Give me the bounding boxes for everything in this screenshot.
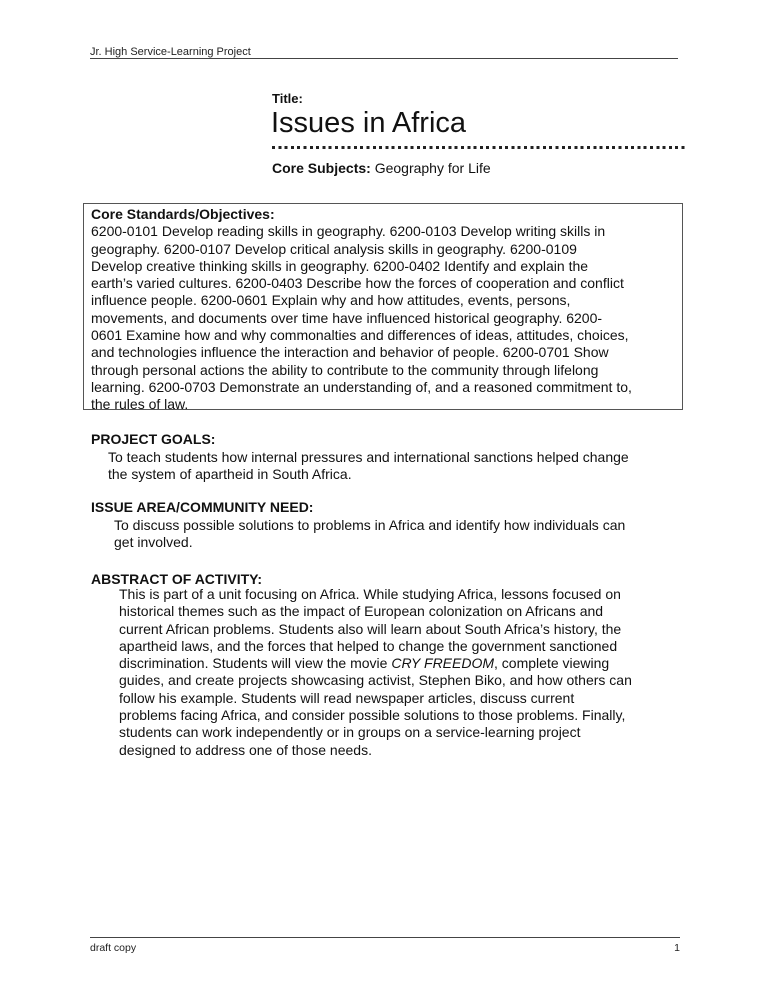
goals-heading: PROJECT GOALS: [91,431,216,447]
abstract-line: apartheid laws, and the forces that helped to change the government sanctioned [119,637,618,654]
standards-line: the rules of law. [91,396,189,413]
standards-line: through personal actions the ability to contribute to the community through lifelong [91,361,599,378]
abstract-line: guides, and create projects showcasing activist, Stephen Biko, and how others can [119,672,632,689]
standards-line: earth’s varied cultures. 6200-0403 Describe how the forces of cooperation and conflict [91,275,624,292]
issue-line: get involved. [114,534,193,551]
standards-line: movements, and documents over time have influenced historical geography. 6200- [91,309,603,326]
issue-text [114,517,625,552]
abstract-line: historical themes such as the impact of European colonization on Africans and [119,603,604,620]
core-subjects [272,160,491,176]
footer-label: draft copy [90,942,137,954]
standards-line: 0601 Examine how and why commonalties and differences of ideas, attitudes, choices, [91,327,629,344]
goals-line: the system of apartheid in South Africa. [108,466,352,483]
abstract-line-text: , complete viewing [494,655,610,672]
abstract-line: students can work independently or in groups on a service-learning project [119,724,581,741]
standards-line: and technologies influence the interaction and behavior of people. 6200-0701 Show [91,344,609,361]
abstract-line [119,655,632,672]
core-subjects-value: Geography for Life [370,160,491,176]
standards-box [83,203,683,413]
standards-line: Develop creative thinking skills in geography. 6200-0402 Identify and explain the [91,257,589,274]
abstract-line: follow his example. Students will read newspaper articles, discuss current [119,689,575,706]
standards-line: influence people. 6200-0601 Explain why and how attitudes, events, persons, [91,292,571,309]
abstract-text [119,586,632,759]
standards-line: geography. 6200-0107 Develop critical analysis skills in geography. 6200-0109 [91,240,577,257]
abstract-heading: ABSTRACT OF ACTIVITY: [91,571,263,587]
abstract-line: problems facing Africa, and consider possible solutions to those problems. Finally, [119,707,626,724]
abstract-line: designed to address one of those needs. [119,741,372,758]
standards-text [91,206,632,414]
goals-text [108,449,629,484]
core-subjects-label: Core Subjects: [272,160,371,176]
issue-line: To discuss possible solutions to problems in Africa and identify how individuals can [114,517,626,533]
running-header: Jr. High Service-Learning Project [90,46,251,58]
standards-line: 6200-0101 Develop reading skills in geography. 6200-0103 Develop writing skills in [91,223,606,240]
page-title: Issues in Africa [271,107,467,139]
standards-heading: Core Standards/Objectives: [91,206,275,222]
header-rule [90,58,678,59]
abstract-line-text: discrimination. Students will view the movie [119,655,392,672]
abstract-line: current African problems. Students also will learn about South Africa’s history, the [119,620,622,637]
footer-rule [90,937,680,938]
movie-title: CRY FREEDOM [391,655,495,672]
dotted-divider [272,146,687,149]
goals-line: To teach students how internal pressures and international sanctions helped change [108,449,629,465]
issue-heading: ISSUE AREA/COMMUNITY NEED: [91,499,314,515]
standards-line: learning. 6200-0703 Demonstrate an understanding of, and a reasoned commitment to, [91,378,632,395]
abstract-line: This is part of a unit focusing on Africa. While studying Africa, lessons focused on [119,586,621,602]
title-label: Title: [272,91,303,106]
page-number: 1 [674,942,680,954]
